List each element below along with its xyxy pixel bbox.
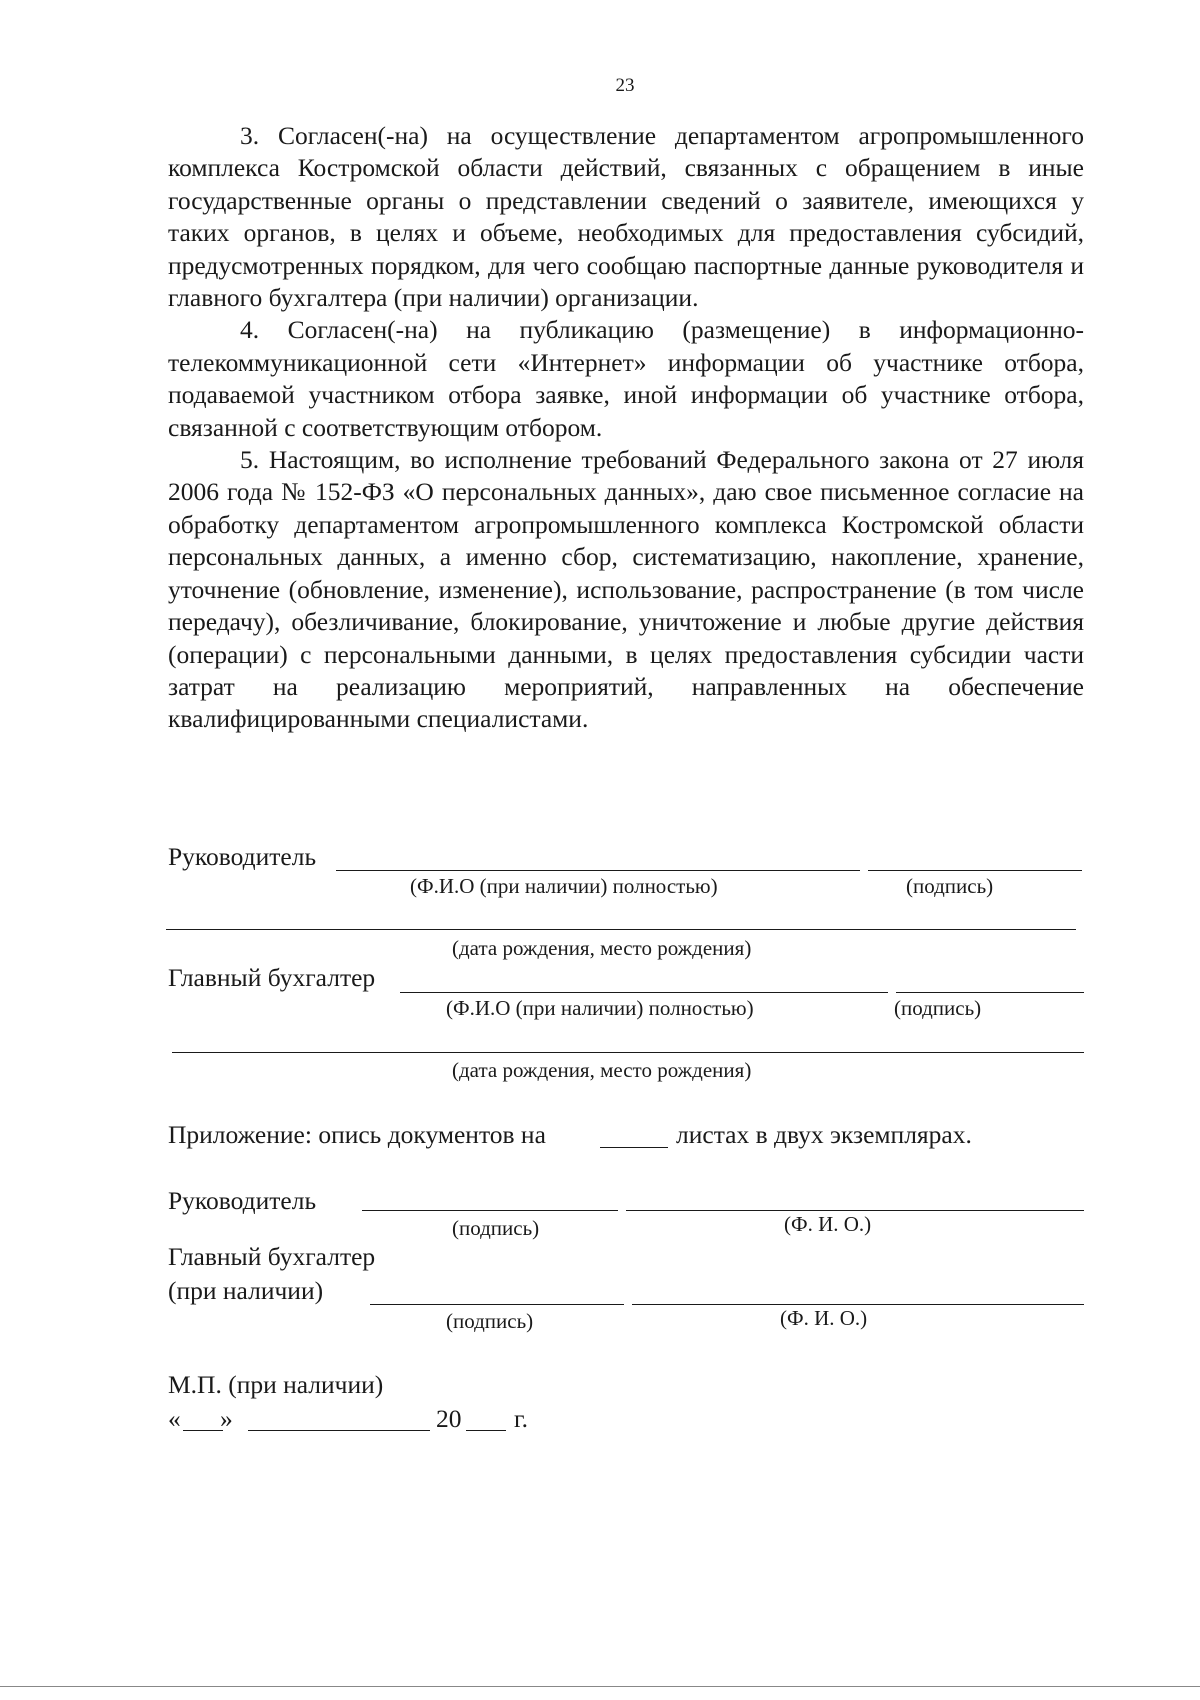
accountant-fio-line [400,992,888,993]
accountant-fio-line-2 [632,1304,1084,1305]
stamp-label: М.П. (при наличии) [168,1370,384,1399]
date-month-blank [248,1430,430,1431]
accountant-label-2a: Главный бухгалтер [168,1242,376,1271]
appendix-prefix: Приложение: опись документов на [168,1120,546,1149]
accountant-fio-caption: (Ф.И.О (при наличии) полностью) [446,996,754,1020]
head-sign-line-2 [362,1210,618,1211]
appendix-suffix: листах в двух экземплярах. [676,1120,972,1149]
accountant-birth-line [172,1052,1084,1053]
page-number: 23 [615,75,635,96]
appendix-sheets-blank [600,1147,668,1148]
accountant-sign-line [896,992,1084,993]
accountant-sign-caption-2: (подпись) [446,1309,534,1333]
head-fio-line [336,870,860,871]
head-label-2: Руководитель [168,1186,317,1215]
date-year-suffix: г. [514,1404,528,1433]
paragraph-5: 5. Настоящим, во исполнение требований Федерального закона от 27 июля 2006 года № 152-ФЗ «О персональных данных», даю свое письменное согласие на обработку департаментом агропромышленного комплекса Костромской области персональных данных, а именно сбор, систематизацию, накопление, хранение, уточнение (обновление, изменение), использование, распространение (в том числе передачу), обезличивание, блокирование, уничтожение и любые другие действия (операции) с персональными данными, в целях предоставления субсидии части затрат на реализацию мероприятий, направленных на обеспечение квалифицированными специалистами. [168,445,1084,734]
date-quote-open: « [168,1404,181,1433]
scan-bottom-edge [0,1686,1200,1687]
head-label: Руководитель [168,842,317,871]
date-year-blank [466,1430,506,1431]
date-quote-close: » [220,1404,233,1433]
head-birth-caption: (дата рождения, место рождения) [452,936,752,960]
date-year-prefix: 20 [436,1404,462,1433]
accountant-sign-caption: (подпись) [894,996,982,1020]
head-fio-caption-2: (Ф. И. О.) [784,1212,872,1236]
head-sign-caption: (подпись) [906,874,994,898]
accountant-fio-caption-2: (Ф. И. О.) [780,1306,868,1330]
paragraph-4: 4. Согласен(-на) на публикацию (размещение) в информационно-телекоммуникационной сети «Интернет» информации об участнике отбора, подаваемой участником отбора заявке, иной информации об участнике отбора, связанной с соответствующим отбором. [168,315,1084,442]
accountant-sign-line-2 [370,1304,624,1305]
head-birth-line [166,929,1076,930]
accountant-birth-caption: (дата рождения, место рождения) [452,1058,752,1082]
head-sign-caption-2: (подпись) [452,1216,540,1240]
accountant-label-2b: (при наличии) [168,1276,324,1305]
paragraph-3: 3. Согласен(-на) на осуществление департаментом агропромышленного комплекса Костромской области действий, связанных с обращением в иные государственные органы о представлении сведений о заявителе, имеющихся у таких органов, в целях и объеме, необходимых для предоставления субсидий, предусмотренных порядком, для чего сообщаю паспортные данные руководителя и главного бухгалтера (при наличии) организации. [168,121,1084,313]
date-day-blank [183,1430,223,1431]
head-fio-caption: (Ф.И.О (при наличии) полностью) [410,874,718,898]
accountant-label: Главный бухгалтер [168,963,376,992]
head-fio-line-2 [626,1210,1084,1211]
head-sign-line [868,870,1082,871]
consent-body [168,120,1084,736]
